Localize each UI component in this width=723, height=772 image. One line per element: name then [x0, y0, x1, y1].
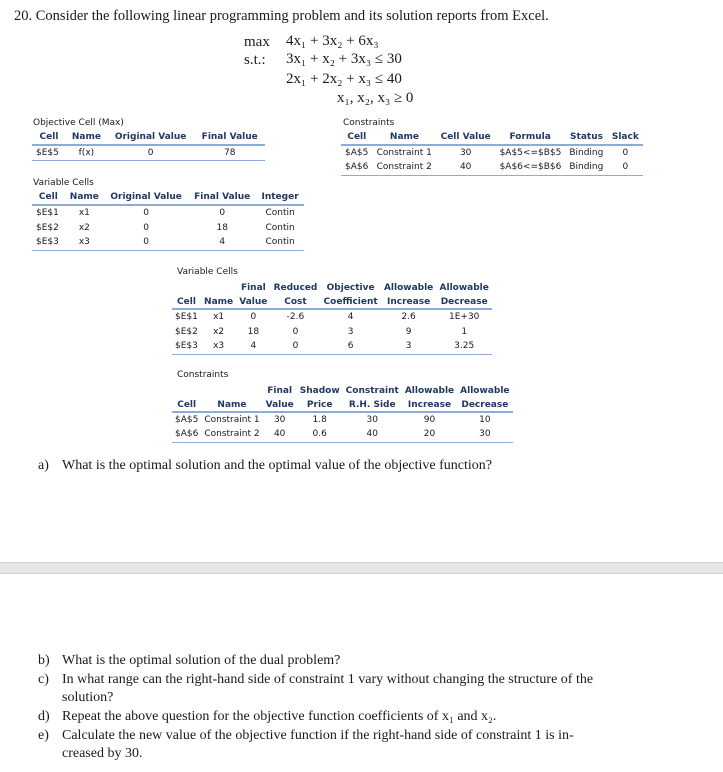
cell-final: 4 — [188, 235, 256, 250]
header-integer: Integer — [256, 190, 304, 205]
cell-ref: $A$5 — [345, 148, 369, 158]
header-top-empty — [201, 384, 262, 398]
table-row — [32, 220, 304, 235]
constraints-answer-caption: Constraints — [343, 118, 395, 128]
cell-integer: Contin — [265, 222, 295, 233]
question-a-text: What is the optimal solution and the optimal value of the objective function? — [62, 458, 493, 473]
header-cell-value: Cell Value — [436, 130, 495, 145]
header-cell: Cell — [341, 130, 373, 145]
cell-ref: $E$1 — [36, 208, 59, 218]
cell-name: Constraint 1 — [204, 415, 260, 425]
header-cell: Cell — [172, 398, 201, 412]
cell-name: Constraint 2 — [201, 427, 262, 442]
cell-name: f(x) — [66, 145, 107, 160]
header-final-value: Final Value — [188, 190, 256, 205]
table-row — [172, 309, 492, 324]
question-e — [38, 727, 574, 745]
cell-final: 0 — [250, 312, 257, 322]
cell-value: 40 — [436, 160, 495, 175]
header-increase: Increase — [402, 398, 457, 412]
cell-name: x1 — [213, 312, 225, 322]
cell-slack: 0 — [622, 148, 629, 158]
header-top-final: Final — [240, 283, 266, 293]
header-top-reduced: Reduced — [273, 283, 318, 293]
header-formula: Formula — [495, 130, 565, 145]
cell-increase: 20 — [402, 427, 457, 442]
question-d — [38, 708, 496, 726]
cell-decrease: 10 — [479, 415, 491, 425]
cell-ref: $A$5 — [175, 415, 199, 425]
table-row — [172, 427, 513, 442]
cell-decrease: 1E+30 — [448, 312, 480, 322]
cell-increase: 2.6 — [401, 312, 416, 322]
header-top-allowable-dec: Allowable — [460, 386, 510, 396]
cell-ref: $E$2 — [175, 326, 198, 337]
cell-increase: 3 — [381, 339, 437, 354]
header-decrease: Decrease — [436, 295, 492, 309]
header-top-objective: Objective — [326, 283, 375, 293]
cell-reduced: 0 — [270, 339, 320, 354]
question-c-continued: solution? — [62, 690, 114, 705]
cell-rhs: 30 — [366, 415, 378, 425]
cell-final: 30 — [273, 415, 286, 425]
question-e-continued: creased by 30. — [62, 746, 143, 761]
question-b-text: What is the optimal solution of the dual problem? — [62, 653, 341, 668]
question-a-label: a) — [38, 458, 49, 473]
cell-slack: 0 — [608, 160, 643, 175]
question-b — [38, 652, 340, 670]
cell-coefficient: 6 — [320, 339, 380, 354]
cell-value: 30 — [459, 148, 472, 158]
subject-to-label: s.t.: — [244, 52, 266, 68]
constraints-answer-table — [341, 130, 643, 176]
cell-formula: $A$5<=$B$5 — [499, 148, 562, 158]
cell-ref: $A$6 — [172, 427, 201, 442]
cell-ref: $E$3 — [172, 339, 201, 354]
header-top-shadow: Shadow — [299, 386, 340, 396]
cell-original: 0 — [107, 145, 195, 160]
cell-rhs: 40 — [343, 427, 402, 442]
cell-coefficient: 3 — [347, 326, 354, 337]
variable-cells-sensitivity-table — [172, 281, 492, 355]
question-c — [38, 671, 593, 689]
cell-increase: 9 — [405, 326, 412, 337]
question-e-text: Calculate the new value of the objective function if the right-hand side of constraint 1 is in- — [62, 728, 574, 743]
header-cell: Cell — [32, 190, 65, 205]
variable-cells-sensitivity-caption: Variable Cells — [177, 267, 238, 277]
header-top-empty — [201, 281, 236, 295]
header-status: Status — [565, 130, 607, 145]
objective-function: 4x₁ + 3x₂ + 6x₃ — [286, 33, 379, 49]
cell-status: Binding — [569, 148, 604, 158]
cell-increase: 90 — [423, 415, 436, 425]
header-name: Name — [201, 398, 262, 412]
cell-name: x3 — [201, 339, 236, 354]
nonnegativity-formula: x₁, x₂, x₃ ≥ 0 — [337, 90, 414, 106]
table-row — [341, 145, 643, 160]
header-top-allowable-dec: Allowable — [439, 283, 489, 293]
table-row — [172, 339, 492, 354]
question-c-label: c) — [38, 672, 49, 687]
cell-name: Constraint 2 — [373, 160, 437, 175]
cell-decrease: 30 — [457, 427, 512, 442]
cell-shadow: 1.8 — [312, 415, 327, 425]
cell-reduced: -2.6 — [286, 312, 305, 322]
cell-ref: $E$3 — [32, 235, 65, 250]
header-value: Value — [236, 295, 270, 309]
question-b-label: b) — [38, 653, 50, 668]
header-top-allowable-inc: Allowable — [404, 386, 455, 396]
cell-name: x3 — [65, 235, 104, 250]
header-name: Name — [66, 130, 107, 145]
cell-integer: Contin — [256, 235, 304, 250]
objective-cell-table — [32, 130, 265, 161]
header-coefficient: Coefficient — [320, 295, 380, 309]
cell-formula: $A$6<=$B$6 — [495, 160, 565, 175]
cell-integer: Contin — [265, 208, 295, 218]
variable-cells-answer-table — [32, 190, 304, 251]
constraints-sensitivity-caption: Constraints — [177, 370, 229, 380]
table-row — [32, 235, 304, 250]
cell-shadow: 0.6 — [297, 427, 343, 442]
question-d-label: d) — [38, 709, 50, 724]
problem-title: 20. Consider the following linear programming problem and its solution reports from Excel. — [14, 8, 549, 24]
header-name: Name — [201, 295, 236, 309]
header-decrease: Decrease — [457, 398, 512, 412]
cell-name: Constraint 1 — [376, 148, 432, 158]
header-original-value: Original Value — [107, 130, 195, 145]
cell-final: 78 — [194, 145, 265, 160]
question-d-text: Repeat the above question for the objective function coefficients of x₁ and x₂. — [62, 709, 497, 724]
table-row — [172, 324, 492, 339]
header-cell: Cell — [32, 130, 66, 145]
header-top-final: Final — [267, 386, 293, 396]
cell-ref: $E$2 — [36, 222, 59, 233]
header-name: Name — [65, 190, 104, 205]
header-top-empty — [172, 384, 201, 398]
cell-final: 0 — [219, 208, 226, 218]
cell-ref: $E$5 — [32, 145, 66, 160]
cell-ref: $A$6 — [341, 160, 373, 175]
header-top-allowable-inc: Allowable — [383, 283, 434, 293]
cell-decrease: 1 — [461, 326, 468, 337]
cell-original: 0 — [143, 208, 149, 218]
cell-final: 4 — [236, 339, 270, 354]
header-value: Value — [263, 398, 297, 412]
cell-name: x1 — [78, 208, 90, 218]
constraints-sensitivity-table — [172, 384, 513, 443]
table-row — [32, 145, 265, 160]
header-slack: Slack — [608, 130, 643, 145]
header-final-value: Final Value — [194, 130, 265, 145]
cell-status: Binding — [565, 160, 607, 175]
variable-cells-answer-caption: Variable Cells — [33, 178, 94, 188]
constraint-1-formula: 3x₁ + x₂ + 3x₃ ≤ 30 — [286, 51, 402, 67]
header-top-empty — [172, 281, 201, 295]
header-rh-side: R.H. Side — [343, 398, 402, 412]
header-price: Price — [297, 398, 343, 412]
cell-final: 18 — [216, 222, 228, 233]
table-row — [32, 205, 304, 220]
cell-name: x2 — [78, 222, 90, 233]
cell-original: 0 — [104, 235, 188, 250]
header-cell: Cell — [172, 295, 201, 309]
page-divider — [0, 562, 723, 574]
cell-final: 40 — [263, 427, 297, 442]
cell-original: 0 — [143, 222, 149, 233]
objective-cell-caption: Objective Cell (Max) — [33, 118, 124, 128]
header-cost: Cost — [270, 295, 320, 309]
constraint-2-formula: 2x₁ + 2x₂ + x₃ ≤ 40 — [286, 71, 402, 87]
header-increase: Increase — [381, 295, 437, 309]
cell-final: 18 — [247, 326, 260, 337]
cell-name: x2 — [213, 326, 225, 337]
cell-decrease: 3.25 — [436, 339, 492, 354]
table-row — [341, 160, 643, 175]
question-e-label: e) — [38, 728, 49, 743]
header-original-value: Original Value — [104, 190, 188, 205]
header-name: Name — [373, 130, 437, 145]
question-c-text: In what range can the right-hand side of constraint 1 vary without changing the structure of the — [62, 672, 594, 687]
max-label: max — [244, 34, 270, 50]
cell-reduced: 0 — [292, 326, 299, 337]
question-a — [38, 457, 492, 475]
table-row — [172, 412, 513, 427]
cell-ref: $E$1 — [175, 312, 198, 322]
header-top-constraint: Constraint — [345, 386, 399, 396]
cell-coefficient: 4 — [347, 312, 354, 322]
